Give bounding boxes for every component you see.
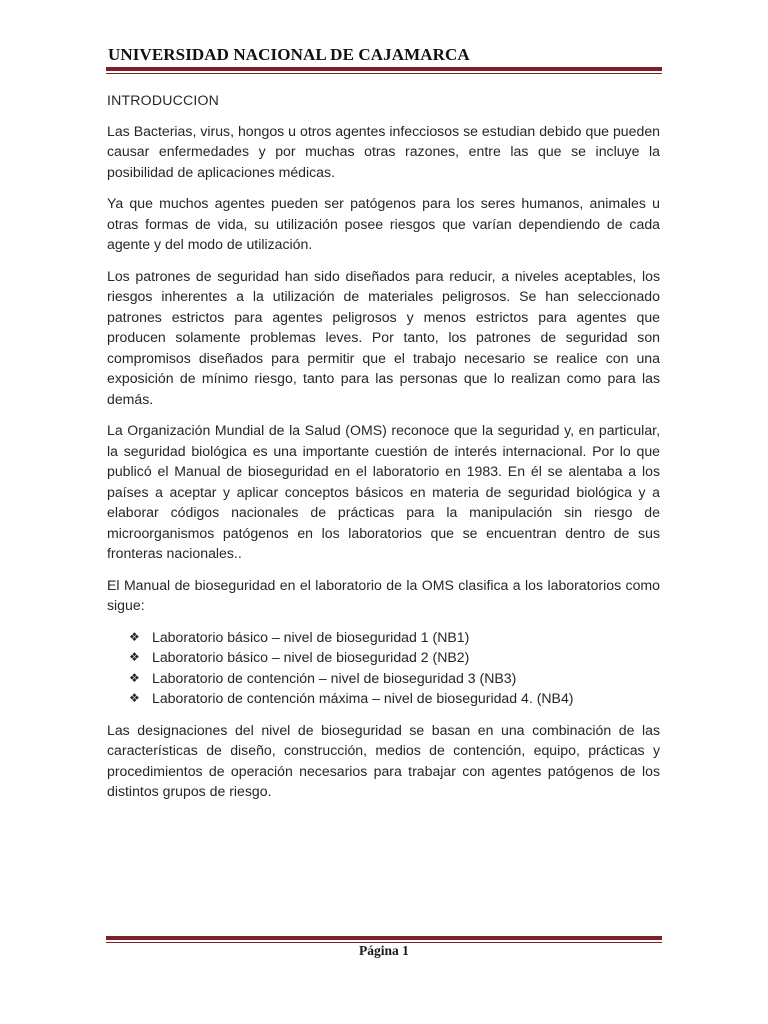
list-item-text: Laboratorio de contención – nivel de bioseguridad 3 (NB3): [152, 669, 517, 686]
paragraph-2: Ya que muchos agentes pueden ser patógenos para los seres humanos, animales u otras formas de vida, su utilización posee riesgos que varían dependiendo de cada agente y del modo de utilización.: [107, 195, 660, 252]
paragraph-1: Las Bacterias, virus, hongos u otros agentes infecciosos se estudian debido que pueden causar enfermedades y por muchas otras razones, entre las que se incluye la posibilidad de aplicaciones médicas.: [107, 122, 660, 180]
diamond-bullet-icon: ❖: [129, 629, 140, 644]
diamond-bullet-icon: ❖: [129, 691, 140, 705]
section-title: INTRODUCCION: [107, 92, 220, 108]
paragraph-5: El Manual de bioseguridad en el laboratorio de la OMS clasifica a los laboratorios como sigue:: [107, 576, 660, 613]
diamond-bullet-icon: ❖: [129, 670, 140, 685]
list-item: [107, 688, 660, 709]
paragraph-3: Los patrones de seguridad han sido diseñados para reducir, a niveles aceptables, los riesgos inherentes a la utilización de materiales peligrosos. Se han seleccionado patrones estrictos para agentes peligrosos y menos estrictos para agentes que producen solamente problemas leves. Por tanto, los patrones de seguridad son compromisos diseñados para permitir que el trabajo necesario se realice con una exposición de mínimo riesgo, tanto para las personas que lo realizan como para las demás.: [107, 267, 660, 407]
paragraph-4: La Organización Mundial de la Salud (OMS) reconoce que la seguridad y, en particular, la seguridad biológica es una importante cuestión de interés internacional. Por lo que publicó el Manual de bioseguridad en el laboratorio en 1983. En él se alentaba a los países a aceptar y aplicar conceptos básicos en materia de seguridad biológica y a elaborar códigos nacionales de prácticas para la manipulación sin riesgo de microorganismos patógenos en los laboratorios que se encuentran dentro de sus fronteras nacionales..: [107, 422, 660, 561]
header-rule: [106, 67, 662, 74]
document-body: [107, 90, 660, 813]
page-number: Página 1: [359, 943, 409, 958]
list-item-text: Laboratorio básico – nivel de bioseguridad 2 (NB2): [152, 649, 470, 665]
list-item: [107, 668, 660, 689]
header-rule-thin: [106, 73, 662, 74]
list-item: [107, 647, 660, 668]
diamond-bullet-icon: ❖: [129, 650, 140, 664]
paragraph-6: Las designaciones del nivel de bioseguridad se basan en una combinación de las características de diseño, construcción, medios de contención, equipo, prácticas y procedimientos de operación necesarios para trabajar con agentes patógenos de los distintos grupos de riesgo.: [107, 721, 660, 799]
footer-rule: [106, 936, 662, 943]
list-item-text: Laboratorio básico – nivel de bioseguridad 1 (NB1): [152, 628, 470, 645]
list-item-text: Laboratorio de contención máxima – nivel de bioseguridad 4. (NB4): [152, 690, 574, 706]
list-item: [107, 627, 660, 648]
biosafety-level-list: [107, 627, 660, 709]
header-title: UNIVERSIDAD NACIONAL DE CAJAMARCA: [108, 45, 470, 64]
